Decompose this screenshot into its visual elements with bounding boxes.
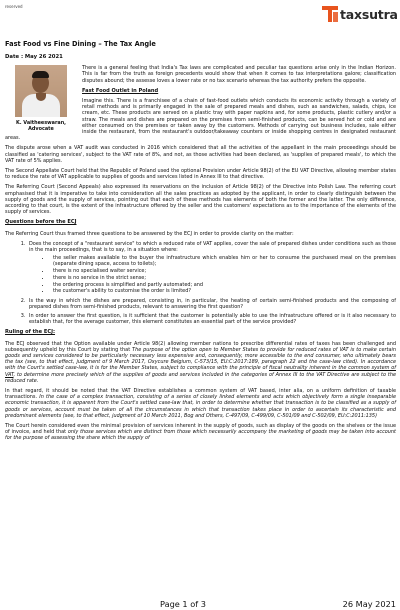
logo-mark-icon [322,6,338,22]
paragraph-ruling [5,341,396,384]
reserved-label: reserved [5,4,23,9]
subheading-poland: Fast Food Outlet in Poland [82,87,159,94]
footer-date: 26 May 2021 [342,599,396,609]
questions-list [5,241,396,325]
condition-item: • the seller makes available to the buyer the infrastructure which enables him or her to consume the purchased meal on the premises (separate dining space, access to toilets); [51,255,396,267]
logo-text: taxsutra [340,7,398,22]
question-1 [27,241,396,295]
intro-paragraph: There is a general feeling that India's Tax laws are complicated and peculiar tax questions arise only in the Indian Horizon. This is far from the truth as foreign precedents would show that when it comes to tax interpretations galore; classification disputes abound; the assesse loves a lower rate or no tax scenario whereas the tax authority prefers the opposite. [82,65,396,84]
condition-item: • the customer's ability to customise the order is limited? [51,288,396,294]
page-number: Page 1 of 3 [160,599,206,609]
condition-item: • the ordering process is simplified and partly automated; and [51,282,396,288]
ruling-quote-end: , to determine more precisely which of the supplies of goods and services included in the categories of Annex III to the VAT Directive are subject to the reduced rate. [5,371,396,384]
paragraph-fast-food: Imagine this. There is a franchisee of a chain of fast-food outlets which conducts its economic activity through a variety of retail methods and is primarily engaged in the sale of prepared meals and dishes, such as sandwiches, salads, chips, ice cream, etc. These products are served on a plastic tray with paper napkins and, for some products, plastic cutlery and/or a straw. The meals and dishes are prepared on the premises from semi-finished products, can be served hot or cold and are either consumed on the premises or taken away by the customers. Methods of carrying out business includes, sale either inside the restaurant, from the restaurant's outdoor/takeaway counters or inside shopping centres in designated restaurant areas. [5,98,396,142]
question-1-text: Does the concept of a "restaurant service" to which a reduced rate of VAT applies, cover the sale of prepared dishes under conditions such as those in the main proceedings, that is to say, in a situation where: [29,240,396,254]
ruling-quote-underlined: fiscal neutrality inherent in the common system of VAT [5,365,396,378]
vat-system-quote: In the case of a complex transaction, consisting of a series of closely linked elements and acts which objectively form a single inseparable economic transaction, it is apparent from the Court's settled case-law that, in order to determine whether that transaction is to be classified as a supply of goods or services, account must be taken of all the circumstances in which that transaction takes place in order to ascertain its characteristic and predominant elements (see, to that effect, judgment of 10 March 2011, Bog and Others, C‑497/09, C‑499/09, C‑501/09 and C‑502/09, EU:C:2011:135) [5,394,396,419]
question-2: 2. Is the way in which the dishes are prepared, consisting in, in particular, the heating of certain semi-finished products and the composing of prepared dishes from semi-finished products, relevant to answering the first question? [27,298,396,310]
paragraph-vat-system [5,388,396,419]
article-body [5,40,396,446]
section-heading-ruling: Ruling of the ECJ: [5,329,56,336]
question-3: 3. In order to answer the first question, is it sufficient that the customer is potentially able to use the infrastructure offered or is it also necessary to establish that, for the average customer, this element constitutes an essential part of the service provided? [27,313,396,325]
vat-system-text: In that regard, it should be noted that the VAT Directive establishes a common system of VAT based, inter alia, on a uniform definition of taxable transactions. [5,387,396,401]
ruling-quote: The purpose of the option open to Member States to provide for reduced rates of VAT is to make certain goods and services considered to be particularly necessary less expensive and, consequently, more accessible to the end consumer, who ultimately bears the tax (see, to that effect, judgment of 9 March 2017, Oxycure Belgium, C‑573/15, EU:C:2017:189, paragraph 22 and the case-law cited). In accordance with the Court's settled case-law, it is for the Member States, subject to compliance with the principle of [5,346,396,372]
author-role: Advocate [28,126,54,133]
author-block [5,65,77,132]
conditions-list [29,255,396,294]
paragraph-dispute: The dispute arose when a VAT audit was conducted in 2016 which considered that all the activities of the appellant in the main proceedings should be classified as 'catering services', subject to the VAT rate of 8%, and not, as those activities had been declared, as 'supplies of prepared meals', to which the VAT rate of 5% applies. [5,145,396,164]
paragraph-referring-court: The Referring Court (Second Appeals) also expressed its reservations on the inclusion of Article 98(2) of the Directive into Polish Law. The referring court emphasised that it is imperative to take into consideration all the sales practices as adopted by the applicant, in order to clearly distinguish between the supply of goods and the supply of services, pointing out that each of these methods has elements of both the former and the latter. The only difference, according to that court, is the extent of the infrastructure offered by the seller and the customers' expectations as to the importance of the elements of the supply of services. [5,184,396,216]
paragraph-questions-intro: The Referring Court thus framed three questions to be answered by the ECJ in order to provide clarity on the matter: [5,230,294,237]
taxsutra-logo[interactable] [322,6,396,24]
author-photo [15,65,67,117]
court-considered-text: The Court herein considered even the minimal provision of services inherent in the supply of goods, such as display of the goods on the shelves or the issue of invoice, and held that [5,422,396,436]
court-considered-quote: only those services which are distinct from those which necessarily accompany the marketing of goods may be taken into account for the purpose of assessing the share which the supply of [5,429,396,442]
condition-item: • there is no specialised waiter service; [51,268,396,274]
section-heading-questions: Questions before the ECJ [5,219,77,226]
paragraph-court-considered [5,423,396,442]
page-footer [0,599,400,610]
ruling-text: The ECJ observed that the Option available under Article 98(2) allowing member nations to prescribe differential rates of taxes has been challenged and subsequently upheld by this Court by stating that [5,340,396,353]
condition-item: • there is no service in the strict sense; [51,275,396,281]
author-name: K. Vaitheeswaran, [15,120,67,127]
article-title: Fast Food vs Fine Dining – The Tax Angle [5,40,156,48]
article-date: Date : May 26 2021 [5,54,63,60]
paragraph-appellate: The Second Appellate Court held that the Republic of Poland used the optional Provision under Article 98(2) of the EU VAT Directive, allowing member states to reduce the rate of VAT applicable to supplies of goods and services listed in Annex III to that directive. [5,168,396,181]
